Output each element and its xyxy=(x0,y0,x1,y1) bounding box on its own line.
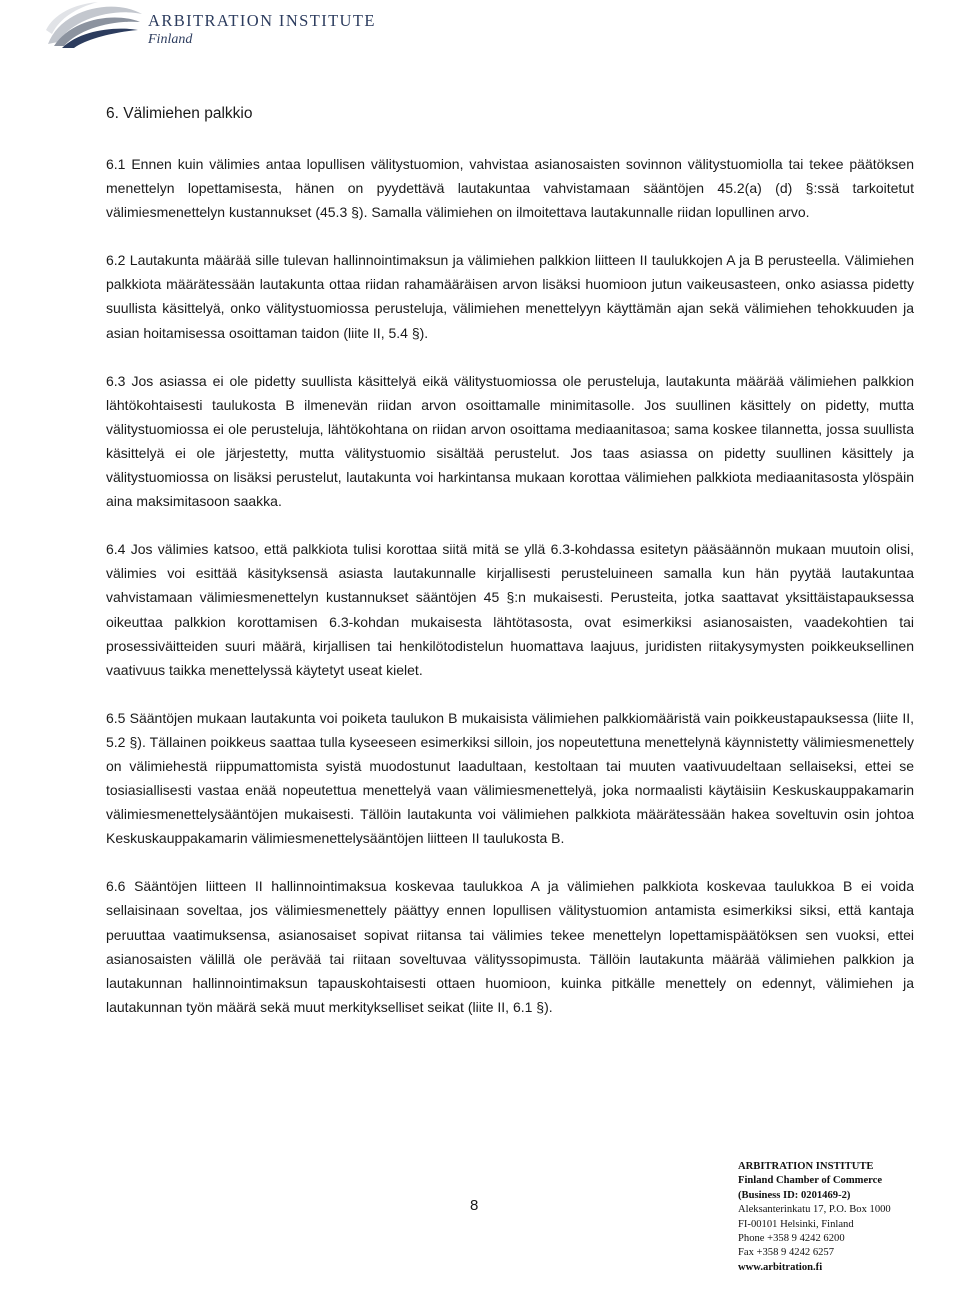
section-heading: 6. Välimiehen palkkio xyxy=(106,105,253,122)
paragraph-6-2: 6.2 Lautakunta määrää sille tulevan hallinnointimaksun ja välimiehen palkkion liitteen II taulukkojen A ja B perusteella. Välimiehen palkkiota määrätessään lautakunta ottaa riidan rahamääräisen arvon lisäksi huomioon jutun vaikeusasteen, onko asiassa pidetty suullista käsittelyä, onko välitystuomiossa perusteluja, välimiehen menettelyyn käyttämän ajan sekä välimiehen tehokkuuden ja asian hoitamisessa osoittaman taidon (liite II, 5.4 §). xyxy=(106,252,914,341)
footer-chamber: Finland Chamber of Commerce xyxy=(738,1175,883,1187)
footer-institute-name: ARBITRATION INSTITUTE xyxy=(738,1161,874,1172)
footer-website-link[interactable]: www.arbitration.fi xyxy=(738,1261,823,1273)
footer-contact xyxy=(738,1160,891,1275)
paragraph-6-4: 6.4 Jos välimies katsoo, että palkkiota tulisi korottaa siitä mitä se yllä 6.3-kohdassa esitetyn pääsäännön mukaan muutoin olisi, välimies voi esittää käsityksensä asiasta lautakunnalle kirjallisesti perusteluineen samalla kun hän pyytää lautakuntaa vahvistamaan välimiesmenettelyn kustannukset sääntöjen 45 §:n mukaisesti. Perusteita, jotka saattavat yksittäistapauksessa oikeuttaa palkkion korottamisen 6.3-kohdan mukaisesta lähtötasosta, ovat esimerkiksi asianosaisten, vaadekohtien tai prosessiväitteiden suuri määrä, kirjallisen tai henkilötodistelun huomattava laajuus, juridisten riitakysymysten poikkeuksellinen vaativuus taikka menettelyssä käytetyt useat kielet. xyxy=(106,541,914,678)
header xyxy=(44,0,464,52)
document-body xyxy=(106,103,914,1043)
paragraph-6-1: 6.1 Ennen kuin välimies antaa lopullisen välitystuomion, vahvistaa asianosaisten sovinnon välitystuomiolla tai tekee päätöksen menettelyn lopettamisesta, hänen on pyydettävä lautakuntaa vahvistamaan sääntöjen 45.2(a) (d) §:ssä tarkoitetut välimiesmenettelyn kustannukset (45.3 §). Samalla välimiehen on ilmoitettava lautakunnalle riidan lopullinen arvo. xyxy=(106,156,914,221)
logo-text xyxy=(148,11,376,48)
paragraph-6-3: 6.3 Jos asiassa ei ole pidetty suullista käsittelyä eikä välitystuomiossa ole perusteluja, lautakunta määrää välimiehen palkkion lähtökohtaisesti taulukosta B ilmenevän riidan arvon osoittamalle minimitasolle. Jos suullinen käsittely on pidetty, mutta välitystuomiossa ei ole perusteluja, lähtökohtana on riidan arvon osoittama mediaanitasoa; sama koskee tilannetta, jossa suullista käsittelyä ei ole järjestetty, mutta välitystuomio sisältää perustelut. Jos taas asiassa on pidetty suullinen käsittely ja välitystuomiossa on lisäksi perustelut, lautakunta voi harkintansa mukaan korottaa välimiehen palkkiota mediaanitasosta ylöspäin aina maksimitasoon saakka. xyxy=(106,372,914,510)
logo-name: ARBITRATION INSTITUTE xyxy=(148,11,376,30)
footer-fax: Fax +358 9 4242 6257 xyxy=(738,1247,835,1259)
footer-city: FI-00101 Helsinki, Finland xyxy=(738,1218,854,1230)
footer-phone: Phone +358 9 4242 6200 xyxy=(738,1233,845,1245)
paragraph-6-5: 6.5 Sääntöjen mukaan lautakunta voi poiketa taulukon B mukaisista välimiehen palkkiomääristä vain poikkeustapauksessa (liite II, 5.2 §). Tällainen poikkeus saattaa tulla kyseeseen esimerkiksi silloin, jos nopeutettuna menettelynä käynnistetty välimiesmenettely on välimiehestä riippumattomista syistä muodostunut laadultaan, kestoltaan tai muuten vaativuudeltaan sellaiseksi, ettei se tosiasiallisesti vastaa enää nopeutettua menettelyä vaan välimiesmenettelyä, joka normaalisti käytäisiin Keskuskauppakamarin välimiesmenettelysääntöjen mukaisesti. Tällöin lautakunta voi välimiehen palkkiota määrätessään hakea soveltuvin osin johtoa Keskuskauppakamarin välimiesmenettelysääntöjen liitteen II taulukosta B. xyxy=(106,709,914,847)
footer-address: Aleksanterinkatu 17, P.O. Box 1000 xyxy=(738,1204,891,1216)
institute-logo-icon xyxy=(44,0,144,52)
logo-subtitle: Finland xyxy=(148,32,193,47)
paragraph-6-6: 6.6 Sääntöjen liitteen II hallinnointimaksua koskevaa taulukkoa A ja välimiehen palkkiota koskevaa taulukkoa B ei voida sellaisinaan soveltaa, jos välimiesmenettely päättyy ennen lopullisen välitystuomion antamista esimerkiksi siksi, että kantaja peruuttaa vaatimuksensa, asianosaiset sopivat riitansa tai välimies tekee menettelyn lopettamispäätöksen sen vuoksi, ettei asianosaisten välillä ole perävää tai riitaan soveltuvaa välityssopimusta. Tällöin lautakunta määrää välimiehen palkkion ja lautakunnan hallinnointimaksun tapauskohtaisesti ottaen huomioon, kuinka pitkälle menettely on edennyt, välimiehen ja lautakunnan työn määrä sekä muut merkitykselliset seikat (liite II, 6.1 §). xyxy=(106,878,914,1015)
footer-business-id: (Business ID: 0201469-2) xyxy=(738,1189,851,1201)
page-number: 8 xyxy=(470,1197,479,1214)
